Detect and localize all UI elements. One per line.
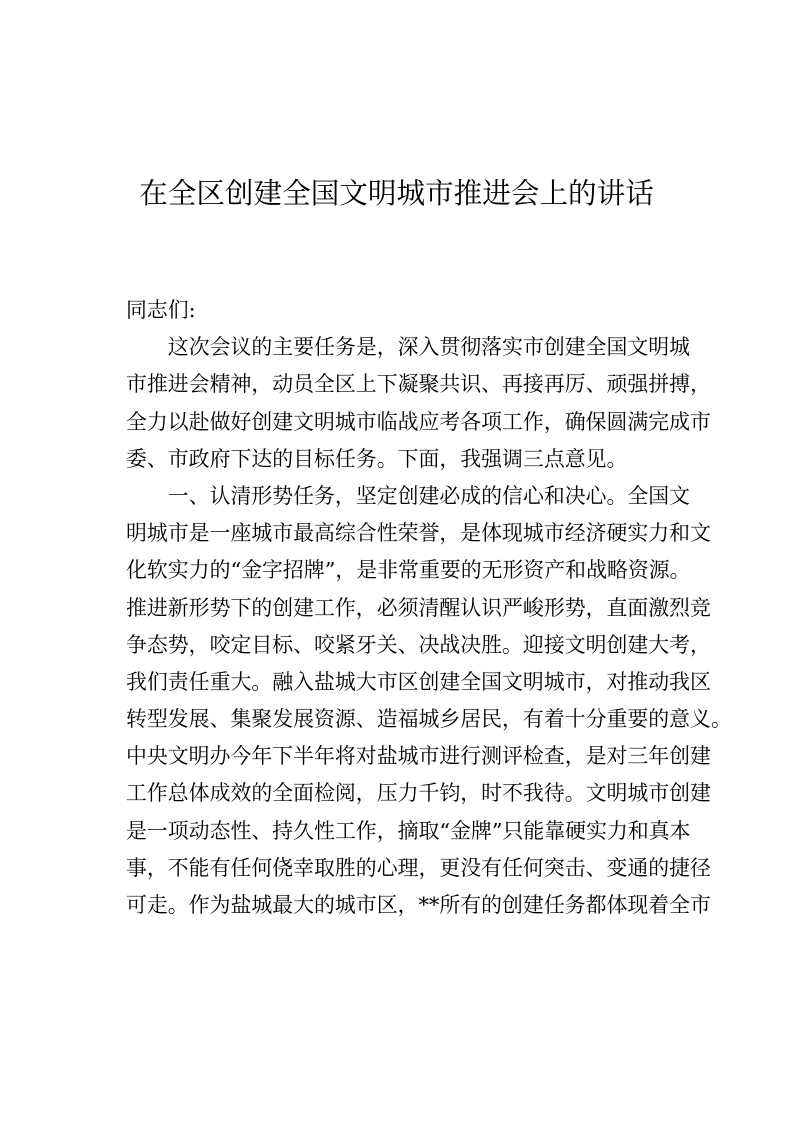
paragraph-1 bbox=[126, 329, 711, 478]
paragraph-line: 我们责任重大。融入盐城大市区创建全国文明城市，对推动我区 bbox=[126, 669, 711, 694]
paragraph-line: 这次会议的主要任务是，深入贯彻落实市创建全国文明城 bbox=[167, 335, 691, 360]
paragraph-line: 明城市是一座城市最高综合性荣誉，是体现城市经济硬实力和文 bbox=[126, 521, 711, 546]
document-body bbox=[126, 292, 732, 924]
salutation: 同志们: bbox=[126, 298, 196, 322]
paragraph-line: 一、认清形势任务，坚定创建必成的信心和决心。全国文 bbox=[167, 483, 691, 508]
paragraph-2 bbox=[126, 478, 732, 924]
paragraph-line: 事，不能有任何侥幸取胜的心理，更没有任何突击、变通的捷径 bbox=[126, 855, 711, 880]
document-title: 在全区创建全国文明城市推进会上的讲话 bbox=[139, 176, 654, 210]
paragraph-line: 争态势，咬定目标、咬紧牙关、决战决胜。迎接文明创建大考， bbox=[126, 632, 711, 657]
paragraph-line: 工作总体成效的全面检阅，压力千钧，时不我待。文明城市创建 bbox=[126, 781, 711, 806]
paragraph-line: 委、市政府下达的目标任务。下面，我强调三点意见。 bbox=[126, 446, 628, 471]
paragraph-line: 转型发展、集聚发展资源、造福城乡居民，有着十分重要的意义。 bbox=[126, 707, 732, 732]
paragraph-line: 可走。作为盐城最大的城市区，**所有的创建任务都体现着全市 bbox=[126, 893, 711, 917]
paragraph-line: 中央文明办今年下半年将对盐城市进行测评检查，是对三年创建 bbox=[126, 744, 711, 769]
paragraph-line: 全力以赴做好创建文明城市临战应考各项工作，确保圆满完成市 bbox=[126, 409, 711, 434]
paragraph-line: 化软实力的“金字招牌”，是非常重要的无形资产和战略资源。 bbox=[126, 558, 691, 583]
paragraph-line: 市推进会精神，动员全区上下凝聚共识、再接再厉、顽强拼搏， bbox=[126, 372, 711, 397]
paragraph-line: 是一项动态性、持久性工作，摘取“金牌”只能靠硬实力和真本 bbox=[126, 818, 691, 843]
paragraph-line: 推进新形势下的创建工作，必须清醒认识严峻形势，直面激烈竞 bbox=[126, 595, 711, 620]
